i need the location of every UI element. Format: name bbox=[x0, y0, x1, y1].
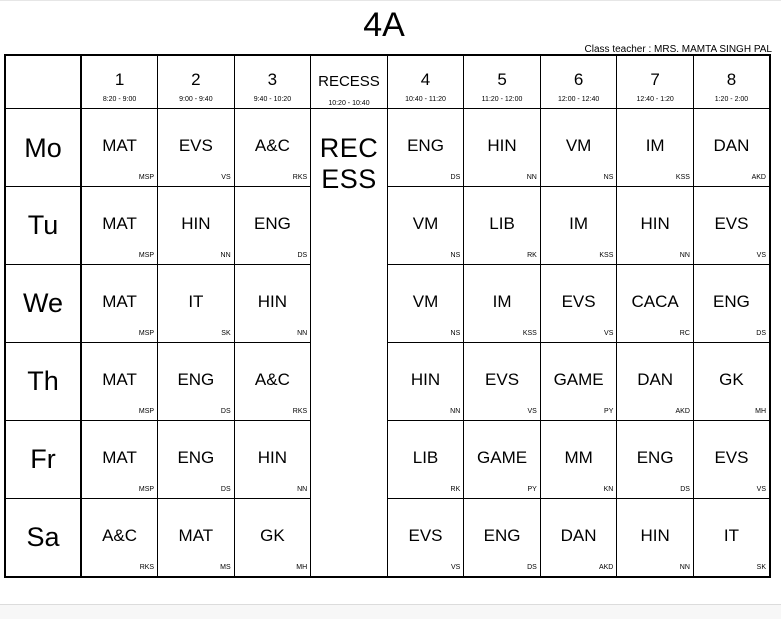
teacher-initials: NS bbox=[450, 330, 461, 337]
timetable-slot bbox=[540, 499, 617, 578]
teacher-initials: NN bbox=[450, 408, 461, 415]
subject-label: HIN bbox=[640, 213, 670, 233]
teacher-initials: RKS bbox=[139, 564, 155, 571]
timetable-slot bbox=[540, 109, 617, 187]
timetable-slot bbox=[158, 109, 235, 187]
teacher-initials: KSS bbox=[675, 174, 690, 181]
subject-label: IM bbox=[645, 135, 665, 155]
timetable-slot bbox=[81, 265, 158, 343]
teacher-initials: MSP bbox=[138, 408, 155, 415]
teacher-initials: NN bbox=[220, 252, 231, 259]
subject-label: EVS bbox=[178, 135, 213, 155]
day-row-fr bbox=[5, 421, 770, 499]
subject-label: MAT bbox=[102, 447, 137, 467]
period-time: 1:20 - 2:00 bbox=[714, 96, 749, 103]
subject-label: EVS bbox=[408, 525, 443, 545]
teacher-initials: DS bbox=[680, 486, 690, 493]
timetable-slot bbox=[540, 265, 617, 343]
timetable-slot bbox=[693, 265, 770, 343]
timetable-slot bbox=[693, 187, 770, 265]
subject-label: IT bbox=[723, 525, 740, 545]
subject-label: ENG bbox=[253, 213, 291, 233]
teacher-initials: VS bbox=[756, 252, 766, 259]
timetable-slot bbox=[693, 109, 770, 187]
timetable-slot bbox=[387, 187, 464, 265]
timetable-slot bbox=[387, 421, 464, 499]
timetable-slot bbox=[81, 109, 158, 187]
teacher-initials: RK bbox=[527, 252, 537, 259]
period-time: 12:40 - 1:20 bbox=[636, 96, 674, 103]
teacher-initials: DS bbox=[297, 252, 308, 259]
teacher-initials: NN bbox=[679, 252, 690, 259]
subject-label: IM bbox=[492, 291, 512, 311]
timetable-slot bbox=[617, 499, 694, 578]
subject-label: HIN bbox=[487, 135, 517, 155]
timetable-slot bbox=[234, 499, 311, 578]
teacher-initials: PY bbox=[527, 486, 537, 493]
day-row-we bbox=[5, 265, 770, 343]
subject-label: ENG bbox=[407, 135, 444, 155]
day-label: Th bbox=[5, 343, 81, 421]
teacher-initials: NS bbox=[450, 252, 461, 259]
timetable-slot bbox=[234, 421, 311, 499]
period-number: 2 bbox=[191, 70, 201, 89]
teacher-initials: RK bbox=[450, 486, 461, 493]
teacher-initials: NN bbox=[297, 486, 308, 493]
teacher-initials: DS bbox=[756, 330, 766, 337]
timetable-slot bbox=[464, 499, 541, 578]
teacher-initials: MSP bbox=[138, 252, 155, 259]
timetable-slot bbox=[464, 265, 541, 343]
teacher-initials: KSS bbox=[522, 330, 537, 337]
subject-label: LIB bbox=[412, 447, 439, 467]
teacher-initials: MH bbox=[296, 564, 308, 571]
day-row-sa bbox=[5, 499, 770, 578]
timetable-slot bbox=[234, 109, 311, 187]
timetable-slot bbox=[81, 343, 158, 421]
timetable-slot bbox=[617, 421, 694, 499]
timetable-slot bbox=[387, 343, 464, 421]
subject-label: GK bbox=[719, 369, 744, 389]
subject-label: MM bbox=[564, 447, 593, 467]
page-title: 4A bbox=[363, 6, 405, 44]
subject-label: VM bbox=[565, 135, 592, 155]
timetable-slot bbox=[234, 343, 311, 421]
period-time: 10:40 - 11:20 bbox=[405, 96, 446, 103]
day-row-mo bbox=[5, 109, 770, 187]
subject-label: ENG bbox=[177, 447, 215, 467]
subject-label: HIN bbox=[410, 369, 441, 389]
class-teacher-label: Class teacher : MRS. MAMTA SINGH PAL bbox=[584, 44, 772, 55]
timetable-slot bbox=[464, 421, 541, 499]
bottom-scroll-strip bbox=[0, 604, 781, 619]
subject-label: LIB bbox=[489, 213, 515, 233]
teacher-initials: DS bbox=[450, 174, 461, 181]
timetable-slot bbox=[693, 421, 770, 499]
timetable-slot bbox=[158, 421, 235, 499]
timetable-slot bbox=[158, 343, 235, 421]
period-header-5 bbox=[464, 55, 541, 109]
subject-label: ENG bbox=[636, 447, 674, 467]
subject-label: MAT bbox=[178, 525, 214, 545]
timetable-slot bbox=[540, 343, 617, 421]
period-time: 12:00 - 12:40 bbox=[557, 96, 600, 103]
subject-label: EVS bbox=[714, 213, 749, 233]
period-time: 9:00 - 9:40 bbox=[179, 96, 213, 103]
teacher-initials: DS bbox=[220, 408, 231, 415]
timetable-slot bbox=[464, 109, 541, 187]
subject-label: DAN bbox=[560, 525, 597, 545]
period-header-4 bbox=[387, 55, 464, 109]
period-time: 10:20 - 10:40 bbox=[328, 100, 370, 107]
subject-label: A&C bbox=[254, 135, 290, 155]
teacher-initials: VS bbox=[527, 408, 537, 415]
period-number: 4 bbox=[420, 70, 431, 89]
subject-label: A&C bbox=[102, 525, 138, 545]
period-number: 3 bbox=[267, 70, 278, 89]
period-number: 6 bbox=[573, 70, 584, 89]
corner-cell bbox=[5, 55, 81, 109]
period-header-recess bbox=[311, 55, 388, 109]
teacher-initials: MH bbox=[755, 408, 766, 415]
teacher-initials: RKS bbox=[292, 174, 308, 181]
teacher-initials: VS bbox=[604, 330, 614, 337]
teacher-initials: MSP bbox=[138, 330, 155, 337]
subject-label: VM bbox=[412, 291, 439, 311]
period-header-row bbox=[5, 55, 770, 109]
day-label: We bbox=[5, 265, 81, 343]
subject-label: EVS bbox=[485, 369, 520, 389]
teacher-initials: KN bbox=[603, 486, 614, 493]
top-divider bbox=[0, 0, 781, 1]
subject-label: HIN bbox=[257, 447, 288, 467]
subject-label: A&C bbox=[254, 369, 290, 389]
period-number: RECESS bbox=[318, 73, 380, 90]
teacher-initials: MS bbox=[220, 564, 231, 571]
period-header-6 bbox=[540, 55, 617, 109]
timetable-slot bbox=[464, 187, 541, 265]
timetable-slot bbox=[387, 109, 464, 187]
timetable-slot bbox=[234, 187, 311, 265]
period-header-3 bbox=[234, 55, 311, 109]
teacher-initials: AKD bbox=[751, 174, 766, 181]
timetable-slot bbox=[158, 499, 235, 578]
subject-label: HIN bbox=[181, 213, 211, 233]
teacher-initials: DS bbox=[527, 564, 537, 571]
day-label: Fr bbox=[5, 421, 81, 499]
timetable-slot bbox=[617, 109, 694, 187]
subject-label: MAT bbox=[102, 369, 137, 389]
teacher-initials: VS bbox=[221, 174, 231, 181]
period-header-1 bbox=[81, 55, 158, 109]
day-label: Sa bbox=[5, 499, 81, 578]
recess-block bbox=[311, 109, 388, 578]
subject-label: DAN bbox=[713, 135, 750, 155]
teacher-initials: VS bbox=[756, 486, 766, 493]
timetable-slot bbox=[81, 499, 158, 578]
day-row-tu bbox=[5, 187, 770, 265]
timetable-slot bbox=[234, 265, 311, 343]
teacher-initials: NN bbox=[526, 174, 537, 181]
recess-label: REC ESS bbox=[319, 133, 379, 194]
timetable-slot bbox=[81, 421, 158, 499]
subject-label: MAT bbox=[102, 213, 137, 233]
teacher-initials: AKD bbox=[598, 564, 614, 571]
timetable-slot bbox=[617, 343, 694, 421]
teacher-initials: KSS bbox=[599, 252, 614, 259]
timetable-slot bbox=[387, 499, 464, 578]
timetable-table bbox=[4, 54, 771, 578]
teacher-initials: DS bbox=[220, 486, 231, 493]
subject-label: MAT bbox=[102, 291, 137, 311]
subject-label: IT bbox=[188, 291, 204, 311]
teacher-initials: RC bbox=[679, 330, 690, 337]
timetable-slot bbox=[693, 343, 770, 421]
period-time: 8:20 - 9:00 bbox=[102, 96, 137, 103]
teacher-initials: MSP bbox=[138, 486, 155, 493]
timetable-slot bbox=[387, 265, 464, 343]
subject-label: GK bbox=[260, 525, 285, 545]
teacher-initials: AKD bbox=[675, 408, 690, 415]
subject-label: ENG bbox=[483, 525, 521, 545]
day-label: Tu bbox=[5, 187, 81, 265]
timetable-slot bbox=[158, 265, 235, 343]
period-header-2 bbox=[158, 55, 235, 109]
day-row-th bbox=[5, 343, 770, 421]
timetable-slot bbox=[81, 187, 158, 265]
teacher-initials: NN bbox=[679, 564, 690, 571]
teacher-initials: SK bbox=[221, 330, 231, 337]
timetable-slot bbox=[540, 187, 617, 265]
teacher-initials: PY bbox=[604, 408, 614, 415]
timetable-slot bbox=[693, 499, 770, 578]
subject-label: VM bbox=[412, 213, 439, 233]
subject-label: EVS bbox=[561, 291, 596, 311]
period-number: 8 bbox=[726, 70, 737, 89]
timetable-slot bbox=[158, 187, 235, 265]
teacher-initials: NN bbox=[297, 330, 308, 337]
subject-label: CACA bbox=[631, 291, 679, 311]
day-label: Mo bbox=[5, 109, 81, 187]
subject-label: DAN bbox=[637, 369, 674, 389]
subject-label: GAME bbox=[477, 447, 528, 467]
period-time: 9:40 - 10:20 bbox=[253, 96, 292, 103]
subject-label: MAT bbox=[102, 135, 137, 155]
period-header-8 bbox=[693, 55, 770, 109]
subject-label: ENG bbox=[713, 291, 750, 311]
period-number: 5 bbox=[497, 70, 507, 89]
timetable-slot bbox=[464, 343, 541, 421]
period-number: 7 bbox=[650, 70, 660, 89]
subject-label: EVS bbox=[714, 447, 749, 467]
timetable-slot bbox=[540, 421, 617, 499]
subject-label: IM bbox=[569, 213, 589, 233]
subject-label: ENG bbox=[177, 369, 215, 389]
period-number: 1 bbox=[114, 70, 125, 89]
timetable-slot bbox=[617, 265, 694, 343]
teacher-initials: MSP bbox=[138, 174, 155, 181]
period-time: 11:20 - 12:00 bbox=[481, 96, 523, 103]
teacher-initials: VS bbox=[450, 564, 461, 571]
subject-label: HIN bbox=[640, 525, 670, 545]
subject-label: HIN bbox=[257, 291, 288, 311]
period-header-7 bbox=[617, 55, 694, 109]
teacher-initials: NS bbox=[603, 174, 614, 181]
teacher-initials: SK bbox=[756, 564, 766, 571]
subject-label: GAME bbox=[553, 369, 604, 389]
timetable-slot bbox=[617, 187, 694, 265]
teacher-initials: RKS bbox=[292, 408, 308, 415]
